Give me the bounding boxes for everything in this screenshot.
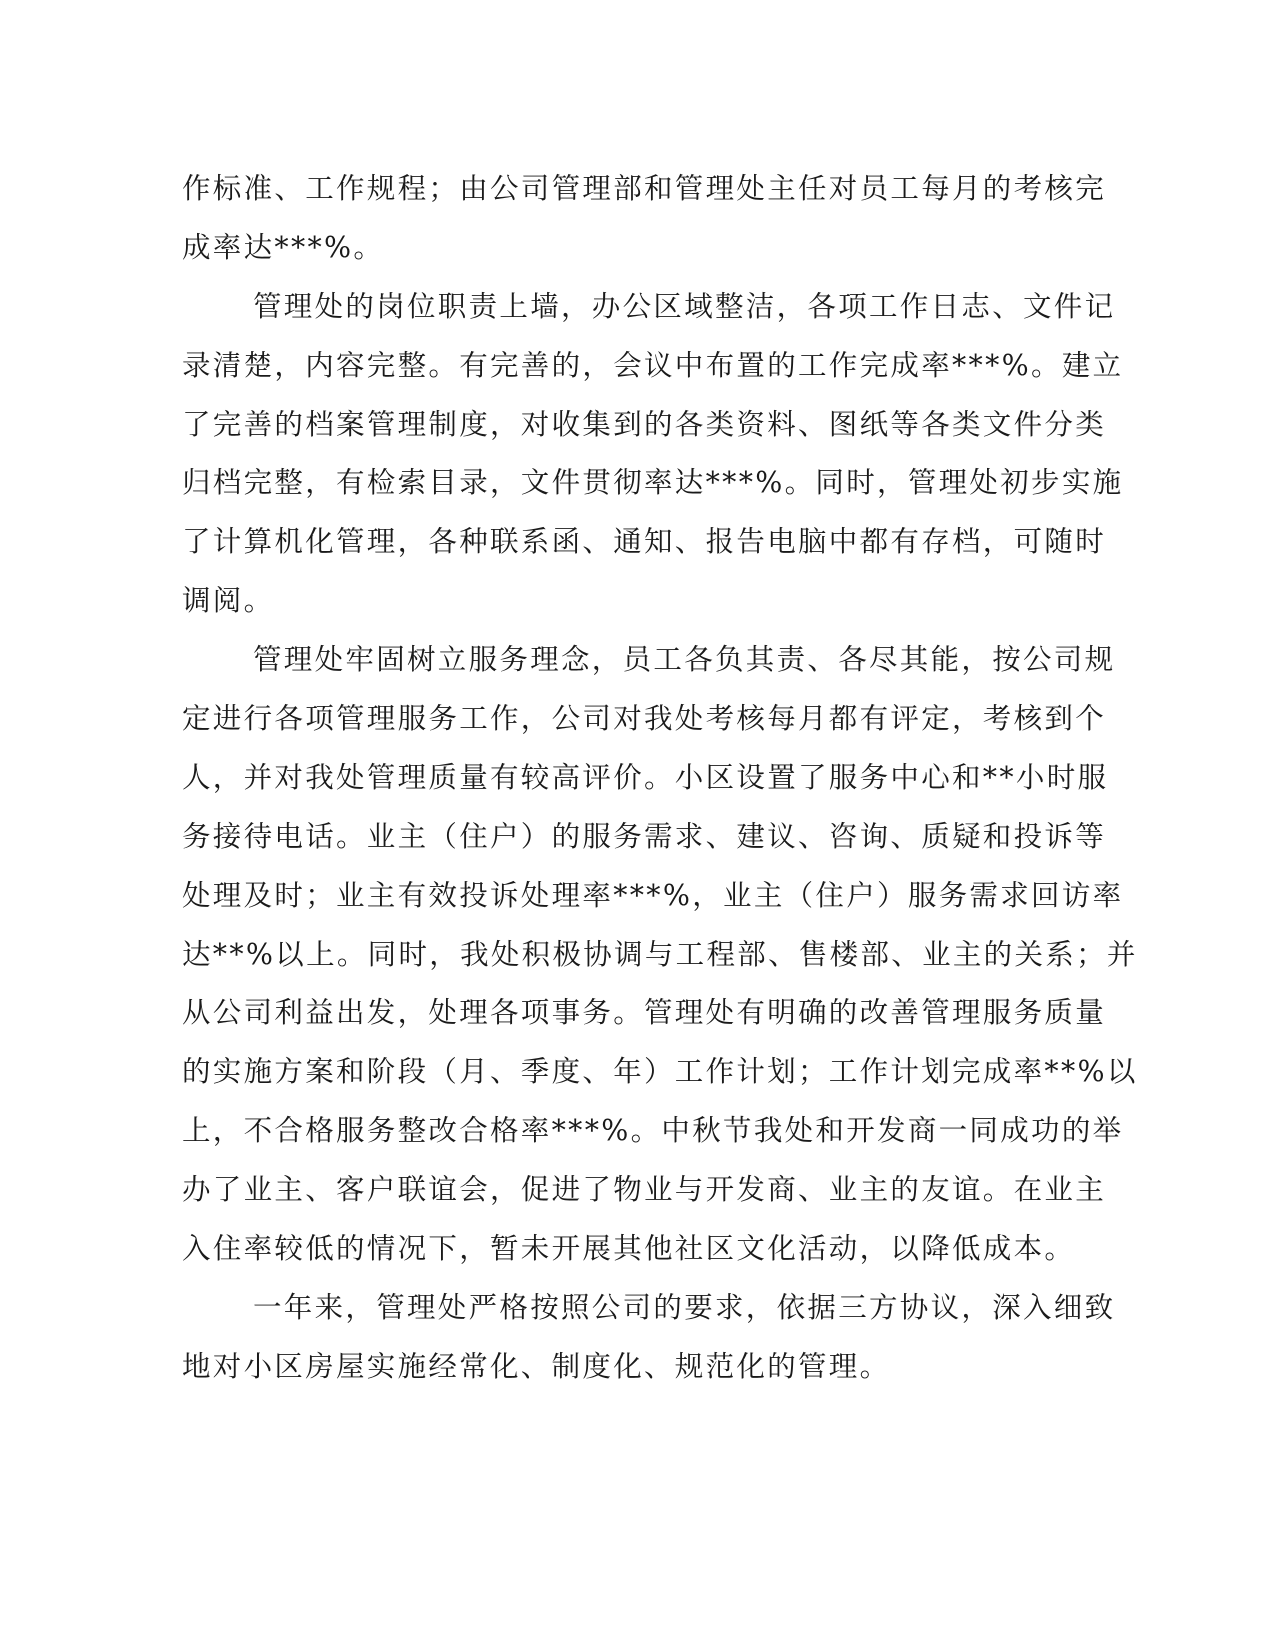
text-line: 办了业主、客户联谊会，促进了物业与开发商、业主的友谊。在业主 — [182, 1173, 1107, 1207]
text-line: 入住率较低的情况下，暂未开展其他社区文化活动，以降低成本。 — [182, 1232, 1076, 1266]
text-line: 从公司利益出发，处理各项事务。管理处有明确的改善管理服务质量 — [182, 996, 1107, 1030]
text-line: 了完善的档案管理制度，对收集到的各类资料、图纸等各类文件分类 — [182, 407, 1107, 441]
text-line: 处理及时；业主有效投诉处理率***%，业主（住户）服务需求回访率 — [182, 878, 1124, 912]
text-line: 作标准、工作规程；由公司管理部和管理处主任对员工每月的考核完 — [182, 172, 1107, 205]
text-line: 达**%以上。同时，我处积极协调与工程部、售楼部、业主的关系；并 — [182, 937, 1138, 971]
text-line: 录清楚，内容完整。有完善的，会议中布置的工作完成率***%。建立 — [182, 348, 1124, 382]
text-line: 管理处的岗位职责上墙，办公区域整洁，各项工作日志、文件记 — [253, 289, 1116, 323]
text-line: 归档完整，有检索目录，文件贯彻率达***%。同时，管理处初步实施 — [182, 466, 1124, 500]
document-body — [182, 160, 1138, 1397]
text-line: 上，不合格服务整改合格率***%。中秋节我处和开发商一同成功的举 — [182, 1114, 1124, 1148]
text-line: 定进行各项管理服务工作，公司对我处考核每月都有评定，考核到个 — [182, 702, 1107, 736]
text-line: 的实施方案和阶段（月、季度、年）工作计划；工作计划完成率**%以 — [182, 1055, 1138, 1089]
text-line: 调阅。 — [182, 584, 275, 618]
text-line: 一年来，管理处严格按照公司的要求，依据三方协议，深入细致 — [253, 1290, 1116, 1324]
text-line: 务接待电话。业主（住户）的服务需求、建议、咨询、质疑和投诉等 — [182, 819, 1107, 853]
text-line: 人，并对我处管理质量有较高评价。小区设置了服务中心和**小时服 — [182, 760, 1109, 794]
text-line: 成率达***%。 — [182, 230, 385, 264]
text-line: 地对小区房屋实施经常化、制度化、规范化的管理。 — [182, 1349, 891, 1383]
text-line: 了计算机化管理，各种联系函、通知、报告电脑中都有存档，可随时 — [182, 525, 1107, 559]
text-line: 管理处牢固树立服务理念，员工各负其责、各尽其能，按公司规 — [253, 643, 1116, 677]
